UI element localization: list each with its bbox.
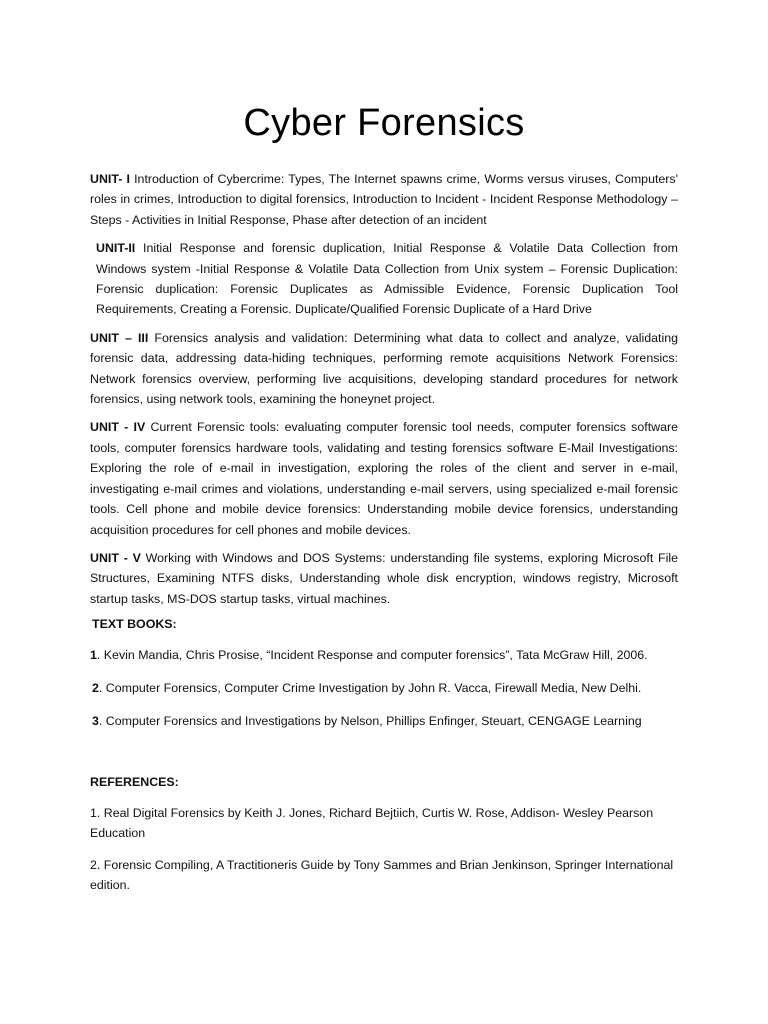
unit-1-paragraph xyxy=(90,169,678,230)
reference-1: 1. Real Digital Forensics by Keith J. Jones, Richard Bejtiich, Curtis W. Rose, Addison- Wesley Pearson Education xyxy=(90,806,654,841)
text-book-3-text: . Computer Forensics and Investigations by Nelson, Phillips Enfinger, Steuart, CENGAGE Learning xyxy=(98,714,642,729)
text-books-heading: TEXT BOOKS: xyxy=(92,617,177,632)
references-heading: REFERENCES: xyxy=(90,775,179,790)
text-book-2-text: . Computer Forensics, Computer Crime Investigation by John R. Vacca, Firewall Media, New Delhi. xyxy=(98,681,642,696)
text-book-1-number: 1 xyxy=(90,648,97,663)
unit-1-label: UNIT- I xyxy=(90,172,130,186)
unit-4-text: Current Forensic tools: evaluating computer forensic tool needs, computer forensics software tools, computer forensics hardware tools, validating and testing forensics software E-Mail Investigations: Exploring the role of e-mail in investigation, exploring the roles of the client and server in e-mail, investigating e-mail crimes and violations, understanding e-mail servers, using specialized e-mail forensic tools. Cell phone and mobile device forensics: Understanding mobile device forensics, understanding acquisition procedures for cell phones and mobile devices. xyxy=(90,420,678,537)
unit-3-text: Forensics analysis and validation: Determining what data to collect and analyze, validating forensic data, addressing data-hiding techniques, performing remote acquisitions Network Forensics: Network forensics overview, performing live acquisitions, developing standard procedures for network forensics, using network tools, examining the honeynet project. xyxy=(90,330,679,407)
unit-3-paragraph xyxy=(90,328,678,410)
unit-2-paragraph xyxy=(90,238,678,320)
text-book-3-number: 3 xyxy=(92,714,99,729)
unit-5-label: UNIT - V xyxy=(90,550,141,565)
unit-1-text: Introduction of Cybercrime: Types, The Internet spawns crime, Worms versus viruses, Computers' roles in crimes, Introduction to digital forensics, Introduction to Incident - Incident Response Methodology –Steps - Activities in Initial Response, Phase after detection of an incident xyxy=(90,172,678,227)
unit-5-text: Working with Windows and DOS Systems: understanding file systems, exploring Microsoft File Structures, Examining NTFS disks, Understanding whole disk encryption, windows registry, Microsoft startup tasks, MS-DOS startup tasks, virtual machines. xyxy=(90,550,679,606)
reference-2: 2. Forensic Compiling, A Tractitioneris Guide by Tony Sammes and Brian Jenkinson, Springer International edition. xyxy=(90,858,674,893)
unit-5-paragraph xyxy=(90,548,678,609)
unit-4-label: UNIT - IV xyxy=(90,420,146,435)
text-book-2-number: 2 xyxy=(92,681,99,696)
unit-4-paragraph xyxy=(90,417,678,539)
unit-2-label: UNIT-II xyxy=(96,241,136,256)
text-book-3 xyxy=(90,711,678,731)
text-book-2 xyxy=(90,678,678,698)
document-title: Cyber Forensics xyxy=(243,102,525,144)
unit-2-text: Initial Response and forensic duplication, Initial Response & Volatile Data Collection from Windows system -Initial Response & Volatile Data Collection from Unix system – Forensic Duplication: Forensic duplication: Forensic Duplicates as Admissible Evidence, Forensic Duplication Tool Requirements, Creating a Forensic. Duplicate/Qualified Forensic Duplicate of a Hard Drive xyxy=(96,241,678,317)
unit-3-label: UNIT – III xyxy=(90,330,149,345)
text-book-1-text: . Kevin Mandia, Chris Prosise, “Incident Response and computer forensics”, Tata McGraw Hill, 2006. xyxy=(96,648,648,663)
text-book-1 xyxy=(90,645,678,665)
